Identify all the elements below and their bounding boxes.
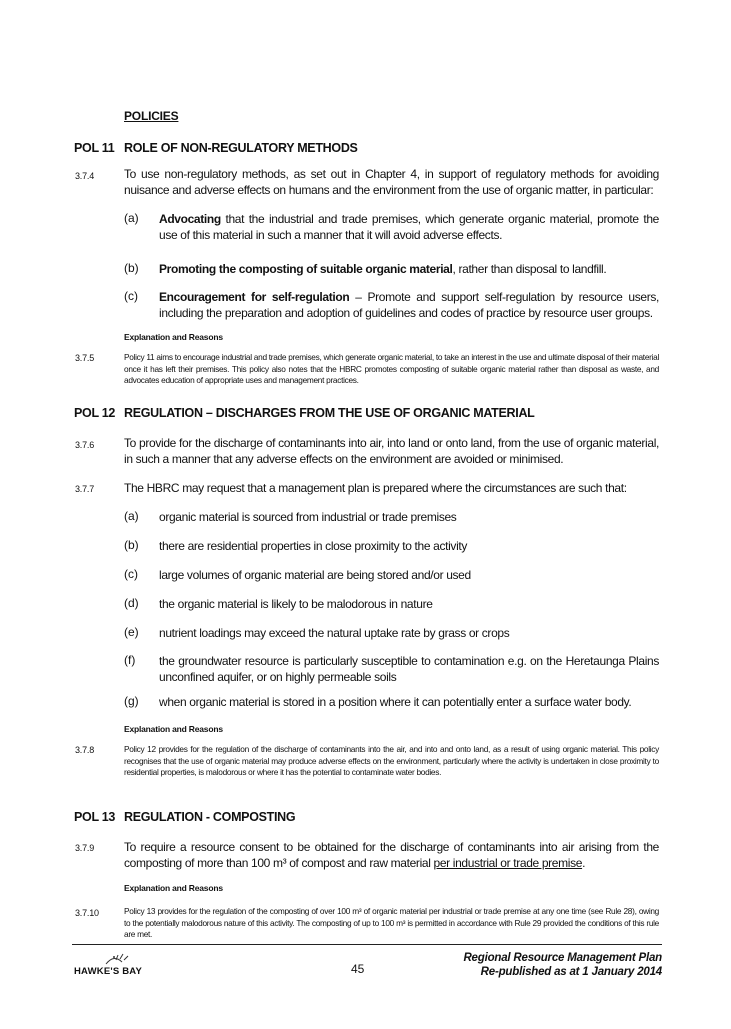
policy-number: POL 12 bbox=[74, 406, 116, 420]
explanation-text: Policy 12 provides for the regulation of the discharge of contaminants into the air, and into and onto land, as a result of using organic material. This policy recognises that the use of organic material may produce adverse effects on the environment, particularly where the activity is undertaken in close proximity to residential properties, is malodorous or where it has the potential to contaminate water bodies. bbox=[124, 744, 659, 777]
list-item: the groundwater resource is particularly susceptible to contamination e.g. on the Heretaunga Plains unconfined aquifer, or on highly permeable soils bbox=[159, 654, 659, 684]
explanation-text: Policy 11 aims to encourage industrial and trade premises, which generate organic material, to take an interest in the use and ultimate disposal of their material once it has left their premises. This policy also notes that the HBRC promotes composting of suitable organic material rather than disposal as waste, and advocates education of appropriate uses and management practices. bbox=[124, 352, 659, 385]
list-item: when organic material is stored in a position where it can potentially enter a surface water body. bbox=[159, 695, 632, 709]
policy-title: ROLE OF NON-REGULATORY METHODS bbox=[124, 141, 358, 155]
clause-text: To provide for the discharge of contaminants into air, into land or onto land, from the use of organic material, in such a manner that any adverse effects on the environment are avoided or minimised. bbox=[124, 436, 659, 466]
clause-text-underlined: per industrial or trade premise bbox=[433, 856, 583, 870]
clause-number: 3.7.6 bbox=[75, 440, 95, 450]
clause-number: 3.7.8 bbox=[75, 745, 95, 755]
list-item-letter: (g) bbox=[124, 694, 139, 708]
policy-number: POL 11 bbox=[74, 141, 115, 155]
explanation-heading: Explanation and Reasons bbox=[124, 332, 223, 342]
list-item: organic material is sourced from industrial or trade premises bbox=[159, 510, 457, 524]
policy-title: REGULATION - COMPOSTING bbox=[124, 810, 296, 824]
list-item: the organic material is likely to be malodorous in nature bbox=[159, 597, 433, 611]
clause-number: 3.7.7 bbox=[75, 484, 95, 494]
list-item-bold: Promoting the composting of suitable organic material bbox=[159, 262, 453, 276]
list-item: there are residential properties in close proximity to the activity bbox=[159, 539, 468, 553]
list-item-letter: (d) bbox=[124, 596, 139, 610]
list-item bbox=[159, 289, 659, 321]
hawkes-bay-logo bbox=[74, 950, 164, 980]
list-item-bold: Advocating bbox=[159, 212, 221, 226]
list-item-letter: (f) bbox=[124, 653, 136, 667]
list-item-letter: (a) bbox=[124, 211, 139, 225]
explanation-heading: Explanation and Reasons bbox=[124, 883, 223, 893]
list-item-letter: (b) bbox=[124, 538, 139, 552]
policy-title: REGULATION – DISCHARGES FROM THE USE OF ORGANIC MATERIAL bbox=[124, 406, 535, 420]
policy-number: POL 13 bbox=[74, 810, 116, 824]
explanation-heading: Explanation and Reasons bbox=[124, 724, 223, 734]
footer-plan-title: Regional Resource Management Plan bbox=[463, 952, 662, 964]
clause-text: The HBRC may request that a management plan is prepared where the circumstances are such that: bbox=[124, 481, 627, 495]
list-item-bold: Encouragement for self-regulation bbox=[159, 290, 350, 304]
list-item bbox=[159, 211, 659, 243]
list-item-letter: (a) bbox=[124, 509, 139, 523]
list-item bbox=[159, 261, 659, 277]
logo-text: HAWKE'S BAY bbox=[74, 966, 142, 977]
footer-plan-date: Re-published as at 1 January 2014 bbox=[480, 966, 662, 978]
page-number: 45 bbox=[351, 962, 365, 976]
logo-mark-icon bbox=[102, 950, 142, 966]
list-item-letter: (e) bbox=[124, 625, 139, 639]
list-item-letter: (c) bbox=[124, 567, 138, 581]
list-item-rest: that the industrial and trade premises, which generate organic material, promote the use of this material in such a manner that it will avoid adverse effects. bbox=[159, 212, 659, 242]
clause-number: 3.7.5 bbox=[75, 353, 95, 363]
list-item-letter: (b) bbox=[124, 261, 139, 275]
list-item-rest: – Promote and support self-regulation by resource users, including the preparation and adoption of guidelines and codes of practice by resource user groups. bbox=[159, 290, 659, 320]
clause-text-end: . bbox=[582, 856, 586, 870]
list-item-letter: (c) bbox=[124, 289, 138, 303]
list-item: nutrient loadings may exceed the natural uptake rate by grass or crops bbox=[159, 626, 510, 640]
section-heading: POLICIES bbox=[124, 109, 179, 123]
clause-number: 3.7.4 bbox=[75, 171, 95, 181]
clause-number: 3.7.10 bbox=[75, 908, 99, 918]
list-item: large volumes of organic material are being stored and/or used bbox=[159, 568, 471, 582]
clause-text bbox=[124, 839, 659, 871]
clause-number: 3.7.9 bbox=[75, 843, 95, 853]
footer-divider bbox=[72, 944, 662, 945]
explanation-text: Policy 13 provides for the regulation of the composting of over 100 m³ of organic material per industrial or trade premise at any one time (see Rule 28), owing to the potentially malodorous nature of this activity. The composting of up to 100 m³ is permitted in accordance with Rule 29 provided the conditions of this rule are met. bbox=[124, 906, 659, 939]
clause-text: To use non-regulatory methods, as set out in Chapter 4, in support of regulatory methods for avoiding nuisance and adverse effects on humans and the environment from the use of organic matter, in particular: bbox=[124, 167, 659, 197]
clause-text-part: To require a resource consent to be obtained for the discharge of contaminants into air arising from the composting of more than 100 m³ of compost and raw material bbox=[124, 840, 659, 870]
list-item-rest: , rather than disposal to landfill. bbox=[452, 262, 607, 276]
